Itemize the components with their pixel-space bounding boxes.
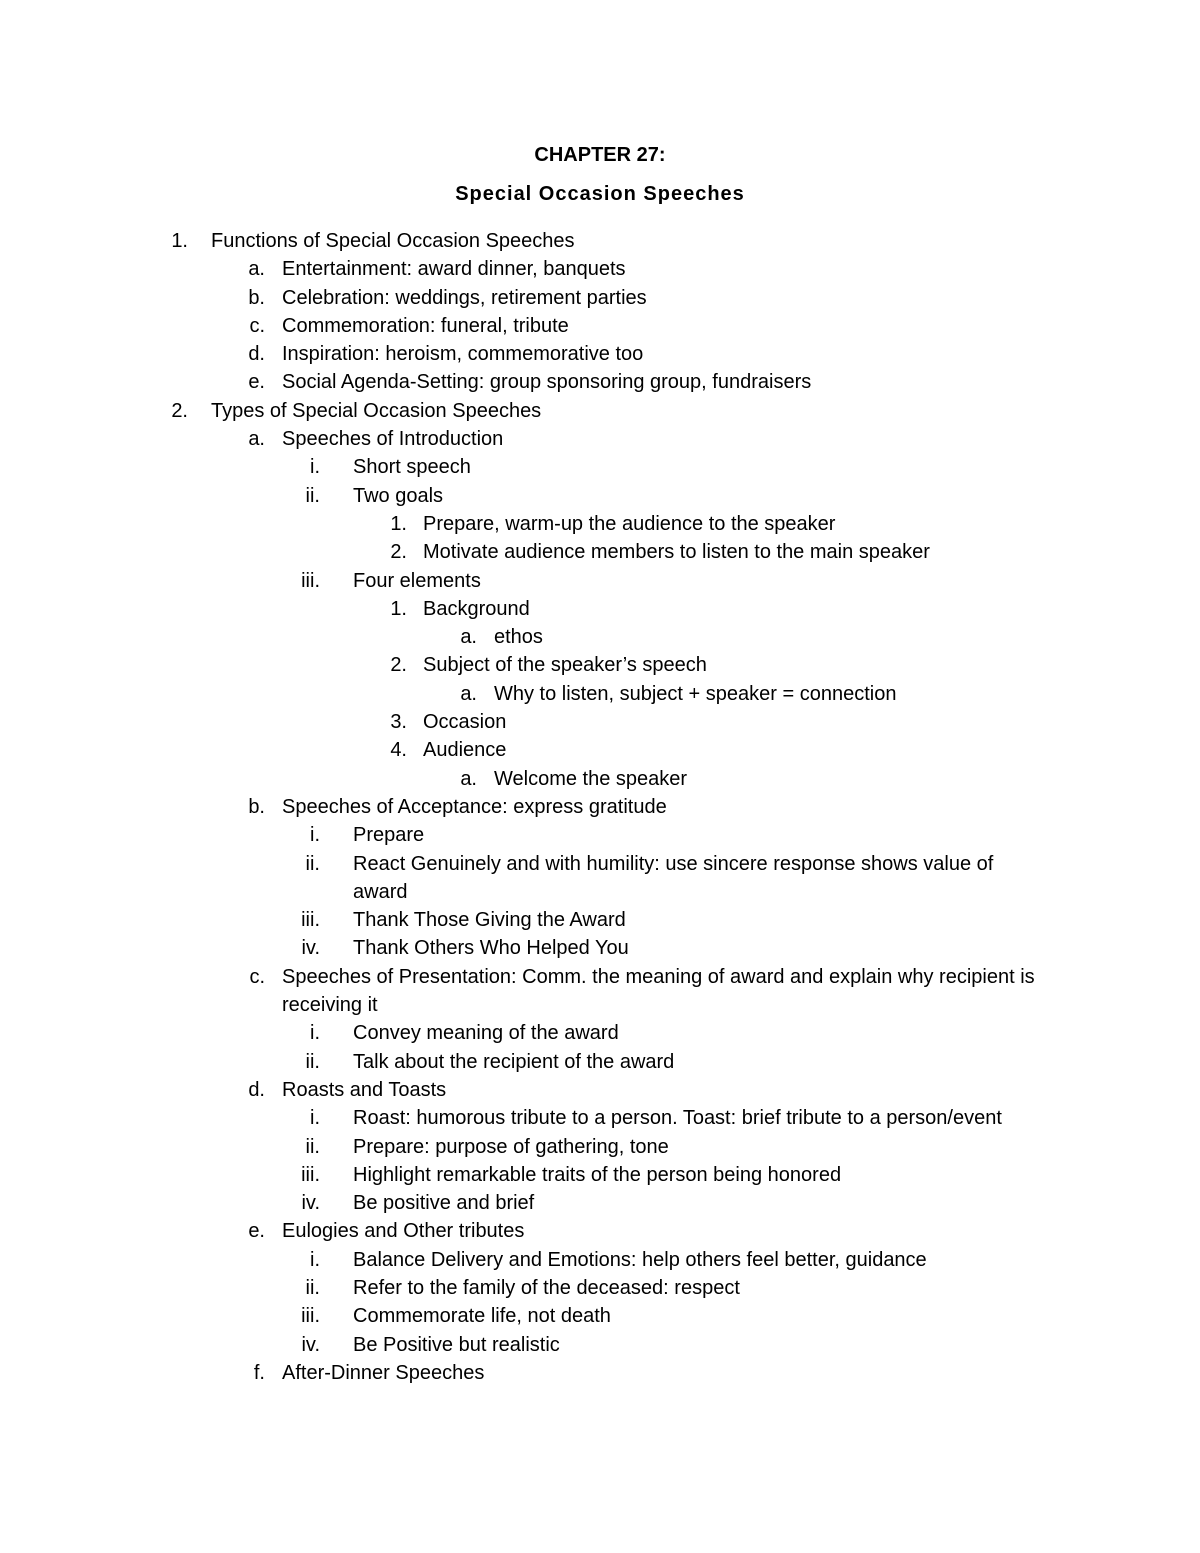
outline-item-text: Motivate audience members to listen to the main speaker [423, 541, 930, 564]
outline-item-marker: b. [248, 795, 265, 818]
outline-item-text: Convey meaning of the award [353, 1022, 619, 1045]
outline-item-marker: 2. [390, 541, 407, 564]
outline-item [0, 963, 1200, 1020]
outline-item [0, 255, 1200, 283]
outline-item-text: Entertainment: award dinner, banquets [282, 258, 626, 281]
outline-item [0, 708, 1200, 736]
outline-item-text: Celebration: weddings, retirement parties [282, 286, 647, 309]
outline-item-marker: 1. [390, 512, 407, 535]
outline-item-text: Thank Those Giving the Award [353, 909, 626, 932]
outline-item [0, 453, 1200, 481]
outline-item-text: Be positive and brief [353, 1192, 535, 1215]
outline-item-text: Two goals [353, 484, 444, 507]
outline-item [0, 1133, 1200, 1161]
outline-item-text: Speeches of Acceptance: express gratitude [282, 795, 667, 818]
outline-item [0, 538, 1200, 566]
outline-item-marker: d. [248, 1078, 265, 1101]
outline-item [0, 1331, 1200, 1359]
outline-item [0, 623, 1200, 651]
outline-item-marker: i. [310, 1248, 320, 1271]
outline-item-text: Talk about the recipient of the award [353, 1050, 675, 1073]
outline-item-text: Highlight remarkable traits of the person being honored [353, 1163, 842, 1186]
outline-item [0, 425, 1200, 453]
outline-item-marker: i. [310, 1107, 320, 1130]
outline-item-marker: d. [248, 343, 265, 366]
outline-item [0, 368, 1200, 396]
outline-item-text: ethos [494, 626, 543, 649]
outline-item [0, 1076, 1200, 1104]
outline-item-text: Prepare, warm-up the audience to the speaker [423, 512, 836, 535]
outline-item [0, 793, 1200, 821]
outline-item [0, 850, 1200, 907]
outline-item-text: Speeches of Presentation: Comm. the meaning of award and explain why recipient is receiving it [282, 965, 1035, 1016]
outline-list [0, 227, 1200, 1387]
outline-item [0, 312, 1200, 340]
outline-item-text: Short speech [353, 456, 471, 479]
outline-item-marker: ii. [305, 484, 320, 507]
outline-item-text: Why to listen, subject + speaker = connection [494, 682, 897, 705]
outline-item-text: Speeches of Introduction [282, 428, 504, 451]
outline-item-marker: ii. [305, 1276, 320, 1299]
outline-item [0, 1302, 1200, 1330]
outline-item-marker: 3. [390, 711, 407, 734]
outline-item [0, 1217, 1200, 1245]
outline-item-text: Inspiration: heroism, commemorative too [282, 343, 644, 366]
outline-item-marker: ii. [305, 1135, 320, 1158]
outline-item [0, 1104, 1200, 1132]
outline-item [0, 284, 1200, 312]
outline-item-marker: i. [310, 824, 320, 847]
outline-item-text: Subject of the speaker’s speech [423, 654, 707, 677]
outline-item-marker: f. [253, 1361, 265, 1384]
outline-item [0, 680, 1200, 708]
outline-item-marker: ii. [305, 852, 320, 875]
outline-item-marker: c. [249, 314, 265, 337]
outline-item-marker: e. [248, 1220, 265, 1243]
outline-item [0, 482, 1200, 510]
outline-item-text: React Genuinely and with humility: use sincere response shows value of award [353, 852, 994, 903]
outline-item [0, 821, 1200, 849]
outline-item-text: Functions of Special Occasion Speeches [211, 230, 575, 252]
outline-item [0, 1246, 1200, 1274]
outline-item-marker: a. [248, 258, 265, 281]
outline-item-text: Thank Others Who Helped You [353, 937, 629, 960]
outline-item [0, 736, 1200, 764]
outline-item [0, 397, 1200, 425]
outline-item-marker: 4. [390, 739, 407, 762]
outline-item-marker: iv. [301, 1333, 320, 1356]
outline-item-text: Welcome the speaker [494, 767, 688, 790]
outline-item-marker: c. [249, 965, 265, 988]
outline-item-text: Background [423, 597, 530, 620]
outline-item-marker: e. [248, 371, 265, 394]
outline-item-marker: a. [460, 682, 477, 705]
outline-item-text: Social Agenda-Setting: group sponsoring group, fundraisers [282, 371, 812, 394]
outline-item-text: Commemorate life, not death [353, 1305, 611, 1328]
outline-item-marker: iv. [301, 937, 320, 960]
outline-item [0, 510, 1200, 538]
outline-item [0, 567, 1200, 595]
outline-item-marker: a. [248, 428, 265, 451]
outline-item-text: Four elements [353, 569, 481, 592]
outline-item-marker: ii. [305, 1050, 320, 1073]
outline-item-text: Prepare [353, 824, 425, 847]
outline-item [0, 651, 1200, 679]
outline-item [0, 340, 1200, 368]
outline-item [0, 1359, 1200, 1387]
outline-item-text: Refer to the family of the deceased: respect [353, 1276, 740, 1299]
outline-item [0, 906, 1200, 934]
outline-item-marker: 1. [171, 230, 188, 252]
outline-item [0, 1161, 1200, 1189]
outline-item [0, 1019, 1200, 1047]
outline-item-text: Roast: humorous tribute to a person. Toast: brief tribute to a person/event [353, 1107, 1002, 1130]
outline-item-marker: b. [248, 286, 265, 309]
outline-item [0, 1189, 1200, 1217]
outline-item-text: Be Positive but realistic [353, 1333, 560, 1356]
outline-item-text: Prepare: purpose of gathering, tone [353, 1135, 669, 1158]
outline-item-text: Eulogies and Other tributes [282, 1220, 525, 1243]
outline-item-marker: iii. [301, 909, 320, 932]
outline-item [0, 595, 1200, 623]
outline-item-marker: 2. [171, 399, 188, 422]
outline-item-text: Types of Special Occasion Speeches [211, 399, 542, 422]
outline-item-marker: 1. [390, 597, 407, 620]
outline-item [0, 1048, 1200, 1076]
outline-item-text: After-Dinner Speeches [282, 1361, 485, 1384]
outline-item-marker: iv. [301, 1192, 320, 1215]
outline-item-marker: iii. [301, 1305, 320, 1328]
outline-item-marker: iii. [301, 1163, 320, 1186]
outline-item [0, 227, 1200, 255]
outline-item-text: Commemoration: funeral, tribute [282, 314, 569, 337]
outline-item-text: Occasion [423, 711, 507, 734]
outline-item-marker: a. [460, 626, 477, 649]
outline-item-marker: a. [460, 767, 477, 790]
outline-item [0, 1274, 1200, 1302]
title-block [0, 141, 1200, 208]
outline-item-marker: i. [310, 1022, 320, 1045]
outline-item-text: Roasts and Toasts [282, 1078, 447, 1101]
outline-item-marker: iii. [301, 569, 320, 592]
chapter-title: CHAPTER 27: [534, 144, 666, 166]
outline-item [0, 765, 1200, 793]
outline-item-text: Audience [423, 739, 507, 762]
outline-item-text: Balance Delivery and Emotions: help others feel better, guidance [353, 1248, 927, 1271]
outline-item [0, 934, 1200, 962]
chapter-subtitle: Special Occasion Speeches [455, 183, 745, 205]
outline-item-marker: 2. [390, 654, 407, 677]
outline-item-marker: i. [310, 456, 320, 479]
